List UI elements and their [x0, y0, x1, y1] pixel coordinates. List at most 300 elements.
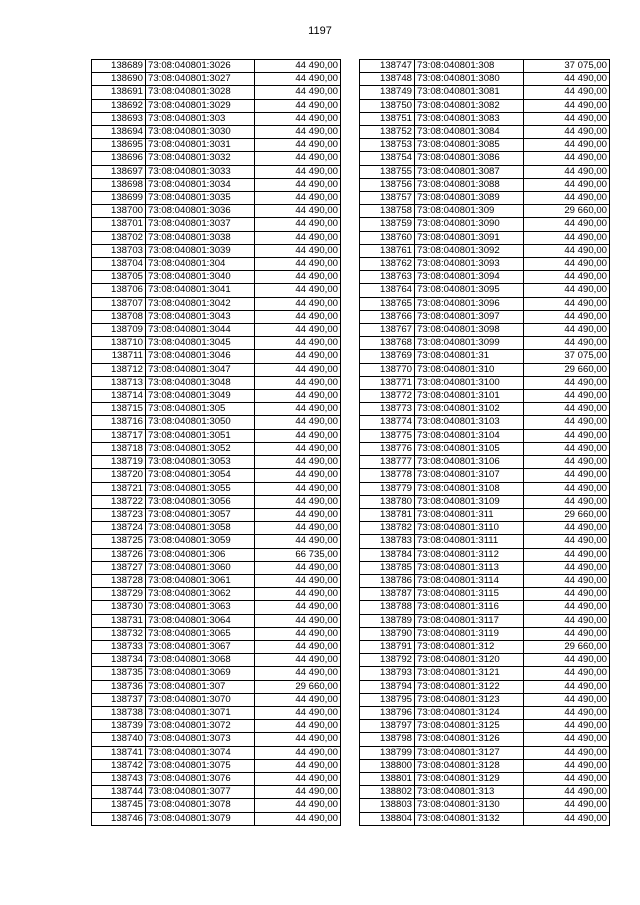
cadastral-number: 73:08:040801:3093 — [415, 258, 524, 271]
table-row — [360, 324, 610, 337]
amount: 44 490,00 — [255, 99, 341, 112]
table-row — [92, 112, 341, 125]
cadastral-number: 73:08:040801:3077 — [146, 786, 255, 799]
cadastral-number: 73:08:040801:309 — [415, 205, 524, 218]
row-number: 138732 — [92, 627, 146, 640]
amount: 44 490,00 — [255, 244, 341, 257]
table-row — [360, 706, 610, 719]
table-row — [92, 680, 341, 693]
row-number: 138718 — [92, 442, 146, 455]
cadastral-number: 73:08:040801:3074 — [146, 746, 255, 759]
cadastral-number: 73:08:040801:3096 — [415, 297, 524, 310]
amount: 44 490,00 — [524, 733, 610, 746]
amount: 29 660,00 — [255, 680, 341, 693]
row-number: 138775 — [360, 429, 415, 442]
row-number: 138796 — [360, 706, 415, 719]
amount: 44 490,00 — [524, 812, 610, 825]
amount: 44 490,00 — [255, 60, 341, 73]
row-number: 138694 — [92, 126, 146, 139]
table-row — [92, 403, 341, 416]
cadastral-number: 73:08:040801:3070 — [146, 693, 255, 706]
row-number: 138788 — [360, 601, 415, 614]
row-number: 138786 — [360, 574, 415, 587]
amount: 44 490,00 — [524, 244, 610, 257]
table-row — [360, 310, 610, 323]
row-number: 138747 — [360, 60, 415, 73]
table-row — [360, 812, 610, 825]
table-row — [92, 60, 341, 73]
row-number: 138726 — [92, 548, 146, 561]
amount: 44 490,00 — [524, 561, 610, 574]
cadastral-number: 73:08:040801:3028 — [146, 86, 255, 99]
amount: 44 490,00 — [255, 139, 341, 152]
table-row — [92, 812, 341, 825]
row-number: 138778 — [360, 469, 415, 482]
cadastral-number: 73:08:040801:3073 — [146, 733, 255, 746]
amount: 44 490,00 — [255, 271, 341, 284]
cadastral-number: 73:08:040801:31 — [415, 350, 524, 363]
cadastral-number: 73:08:040801:3101 — [415, 390, 524, 403]
row-number: 138756 — [360, 178, 415, 191]
table-row — [92, 231, 341, 244]
table-row — [92, 165, 341, 178]
amount: 44 490,00 — [524, 495, 610, 508]
row-number: 138702 — [92, 231, 146, 244]
table-row — [92, 390, 341, 403]
amount: 44 490,00 — [524, 139, 610, 152]
table-row — [92, 548, 341, 561]
row-number: 138768 — [360, 337, 415, 350]
row-number: 138733 — [92, 640, 146, 653]
amount: 44 490,00 — [524, 469, 610, 482]
cadastral-number: 73:08:040801:3104 — [415, 429, 524, 442]
cadastral-number: 73:08:040801:3105 — [415, 442, 524, 455]
row-number: 138693 — [92, 112, 146, 125]
cadastral-number: 73:08:040801:3090 — [415, 218, 524, 231]
amount: 44 490,00 — [255, 482, 341, 495]
row-number: 138794 — [360, 680, 415, 693]
table-row — [92, 99, 341, 112]
amount: 44 490,00 — [255, 376, 341, 389]
row-number: 138783 — [360, 535, 415, 548]
amount: 44 490,00 — [524, 786, 610, 799]
amount: 44 490,00 — [255, 614, 341, 627]
amount: 44 490,00 — [524, 601, 610, 614]
table-row — [360, 139, 610, 152]
amount: 44 490,00 — [524, 614, 610, 627]
amount: 44 490,00 — [524, 337, 610, 350]
table-row — [360, 561, 610, 574]
cadastral-number: 73:08:040801:3126 — [415, 733, 524, 746]
amount: 44 490,00 — [524, 297, 610, 310]
amount: 44 490,00 — [255, 126, 341, 139]
row-number: 138772 — [360, 390, 415, 403]
table-row — [92, 192, 341, 205]
row-number: 138725 — [92, 535, 146, 548]
cadastral-number: 73:08:040801:3049 — [146, 390, 255, 403]
row-number: 138777 — [360, 456, 415, 469]
cadastral-number: 73:08:040801:3083 — [415, 112, 524, 125]
amount: 29 660,00 — [524, 363, 610, 376]
row-number: 138739 — [92, 720, 146, 733]
row-number: 138797 — [360, 720, 415, 733]
amount: 44 490,00 — [255, 746, 341, 759]
table-row — [92, 258, 341, 271]
row-number: 138708 — [92, 310, 146, 323]
cadastral-number: 73:08:040801:3055 — [146, 482, 255, 495]
row-number: 138746 — [92, 812, 146, 825]
cadastral-number: 73:08:040801:311 — [415, 508, 524, 521]
amount: 37 075,00 — [524, 350, 610, 363]
cadastral-number: 73:08:040801:3124 — [415, 706, 524, 719]
cadastral-number: 73:08:040801:3044 — [146, 324, 255, 337]
amount: 44 490,00 — [524, 680, 610, 693]
row-number: 138759 — [360, 218, 415, 231]
amount: 44 490,00 — [255, 429, 341, 442]
cadastral-number: 73:08:040801:3122 — [415, 680, 524, 693]
table-row — [92, 218, 341, 231]
cadastral-number: 73:08:040801:3033 — [146, 165, 255, 178]
amount: 44 490,00 — [255, 667, 341, 680]
table-row — [92, 772, 341, 785]
amount: 44 490,00 — [255, 324, 341, 337]
table-row — [360, 667, 610, 680]
row-number: 138803 — [360, 799, 415, 812]
row-number: 138758 — [360, 205, 415, 218]
table-row — [92, 376, 341, 389]
row-number: 138781 — [360, 508, 415, 521]
register-table-right — [359, 59, 610, 826]
cadastral-number: 73:08:040801:3121 — [415, 667, 524, 680]
cadastral-number: 73:08:040801:3060 — [146, 561, 255, 574]
cadastral-number: 73:08:040801:3129 — [415, 772, 524, 785]
table-row — [92, 337, 341, 350]
cadastral-number: 73:08:040801:3041 — [146, 284, 255, 297]
row-number: 138691 — [92, 86, 146, 99]
amount: 44 490,00 — [255, 601, 341, 614]
cadastral-number: 73:08:040801:3110 — [415, 522, 524, 535]
row-number: 138750 — [360, 99, 415, 112]
amount: 44 490,00 — [524, 310, 610, 323]
cadastral-number: 73:08:040801:3037 — [146, 218, 255, 231]
table-row — [360, 720, 610, 733]
cadastral-number: 73:08:040801:3100 — [415, 376, 524, 389]
table-row — [92, 574, 341, 587]
row-number: 138757 — [360, 192, 415, 205]
row-number: 138790 — [360, 627, 415, 640]
cadastral-number: 73:08:040801:3098 — [415, 324, 524, 337]
amount: 44 490,00 — [524, 376, 610, 389]
cadastral-number: 73:08:040801:3123 — [415, 693, 524, 706]
amount: 44 490,00 — [524, 799, 610, 812]
row-number: 138722 — [92, 495, 146, 508]
table-row — [360, 416, 610, 429]
cadastral-number: 73:08:040801:3034 — [146, 178, 255, 191]
row-number: 138699 — [92, 192, 146, 205]
table-row — [360, 126, 610, 139]
row-number: 138742 — [92, 759, 146, 772]
cadastral-number: 73:08:040801:3068 — [146, 654, 255, 667]
cadastral-number: 73:08:040801:3125 — [415, 720, 524, 733]
table-row — [92, 297, 341, 310]
table-row — [92, 469, 341, 482]
table-row — [92, 284, 341, 297]
register-table-left-body — [92, 60, 341, 826]
amount: 44 490,00 — [255, 284, 341, 297]
cadastral-number: 73:08:040801:3091 — [415, 231, 524, 244]
row-number: 138720 — [92, 469, 146, 482]
table-row — [92, 733, 341, 746]
cadastral-number: 73:08:040801:3119 — [415, 627, 524, 640]
cadastral-number: 73:08:040801:3088 — [415, 178, 524, 191]
table-row — [92, 244, 341, 257]
cadastral-number: 73:08:040801:3116 — [415, 601, 524, 614]
amount: 44 490,00 — [255, 561, 341, 574]
row-number: 138784 — [360, 548, 415, 561]
cadastral-number: 73:08:040801:3128 — [415, 759, 524, 772]
row-number: 138690 — [92, 73, 146, 86]
row-number: 138707 — [92, 297, 146, 310]
table-row — [360, 535, 610, 548]
cadastral-number: 73:08:040801:3069 — [146, 667, 255, 680]
row-number: 138703 — [92, 244, 146, 257]
table-row — [92, 522, 341, 535]
row-number: 138749 — [360, 86, 415, 99]
amount: 44 490,00 — [255, 86, 341, 99]
row-number: 138745 — [92, 799, 146, 812]
table-row — [360, 588, 610, 601]
cadastral-number: 73:08:040801:3029 — [146, 99, 255, 112]
row-number: 138793 — [360, 667, 415, 680]
cadastral-number: 73:08:040801:3065 — [146, 627, 255, 640]
table-row — [360, 284, 610, 297]
cadastral-number: 73:08:040801:3057 — [146, 508, 255, 521]
row-number: 138751 — [360, 112, 415, 125]
row-number: 138697 — [92, 165, 146, 178]
cadastral-number: 73:08:040801:3053 — [146, 456, 255, 469]
table-row — [360, 218, 610, 231]
amount: 44 490,00 — [255, 495, 341, 508]
table-row — [92, 126, 341, 139]
cadastral-number: 73:08:040801:3048 — [146, 376, 255, 389]
amount: 44 490,00 — [524, 284, 610, 297]
amount: 44 490,00 — [255, 812, 341, 825]
table-row — [360, 627, 610, 640]
amount: 66 735,00 — [255, 548, 341, 561]
table-row — [92, 614, 341, 627]
row-number: 138741 — [92, 746, 146, 759]
table-row — [92, 706, 341, 719]
cadastral-number: 73:08:040801:3031 — [146, 139, 255, 152]
amount: 44 490,00 — [255, 231, 341, 244]
table-row — [360, 244, 610, 257]
table-row — [92, 601, 341, 614]
amount: 44 490,00 — [524, 126, 610, 139]
cadastral-number: 73:08:040801:307 — [146, 680, 255, 693]
row-number: 138724 — [92, 522, 146, 535]
cadastral-number: 73:08:040801:304 — [146, 258, 255, 271]
amount: 44 490,00 — [524, 574, 610, 587]
table-row — [360, 482, 610, 495]
row-number: 138714 — [92, 390, 146, 403]
row-number: 138795 — [360, 693, 415, 706]
row-number: 138716 — [92, 416, 146, 429]
amount: 44 490,00 — [255, 350, 341, 363]
table-row — [92, 205, 341, 218]
amount: 44 490,00 — [255, 205, 341, 218]
table-row — [92, 482, 341, 495]
cadastral-number: 73:08:040801:3036 — [146, 205, 255, 218]
row-number: 138776 — [360, 442, 415, 455]
cadastral-number: 73:08:040801:3043 — [146, 310, 255, 323]
row-number: 138779 — [360, 482, 415, 495]
amount: 44 490,00 — [255, 218, 341, 231]
cadastral-number: 73:08:040801:3076 — [146, 772, 255, 785]
row-number: 138802 — [360, 786, 415, 799]
amount: 44 490,00 — [255, 456, 341, 469]
table-row — [360, 574, 610, 587]
amount: 44 490,00 — [524, 258, 610, 271]
cadastral-number: 73:08:040801:3120 — [415, 654, 524, 667]
cadastral-number: 73:08:040801:3059 — [146, 535, 255, 548]
table-row — [92, 627, 341, 640]
cadastral-number: 73:08:040801:3078 — [146, 799, 255, 812]
row-number: 138763 — [360, 271, 415, 284]
row-number: 138761 — [360, 244, 415, 257]
cadastral-number: 73:08:040801:3080 — [415, 73, 524, 86]
amount: 44 490,00 — [524, 720, 610, 733]
amount: 44 490,00 — [524, 99, 610, 112]
amount: 44 490,00 — [524, 403, 610, 416]
table-row — [360, 614, 610, 627]
cadastral-number: 73:08:040801:3061 — [146, 574, 255, 587]
amount: 44 490,00 — [255, 416, 341, 429]
table-row — [92, 588, 341, 601]
amount: 44 490,00 — [524, 73, 610, 86]
cadastral-number: 73:08:040801:3040 — [146, 271, 255, 284]
amount: 44 490,00 — [255, 390, 341, 403]
row-number: 138753 — [360, 139, 415, 152]
row-number: 138760 — [360, 231, 415, 244]
cadastral-number: 73:08:040801:303 — [146, 112, 255, 125]
cadastral-number: 73:08:040801:3115 — [415, 588, 524, 601]
table-row — [360, 680, 610, 693]
amount: 29 660,00 — [524, 205, 610, 218]
register-table-right-body — [360, 60, 610, 826]
cadastral-number: 73:08:040801:305 — [146, 403, 255, 416]
cadastral-number: 73:08:040801:3064 — [146, 614, 255, 627]
row-number: 138698 — [92, 178, 146, 191]
row-number: 138740 — [92, 733, 146, 746]
row-number: 138798 — [360, 733, 415, 746]
amount: 44 490,00 — [524, 231, 610, 244]
row-number: 138774 — [360, 416, 415, 429]
amount: 44 490,00 — [524, 416, 610, 429]
amount: 44 490,00 — [255, 786, 341, 799]
table-row — [360, 192, 610, 205]
amount: 44 490,00 — [255, 522, 341, 535]
table-row — [92, 271, 341, 284]
row-number: 138710 — [92, 337, 146, 350]
row-number: 138717 — [92, 429, 146, 442]
cadastral-number: 73:08:040801:306 — [146, 548, 255, 561]
table-row — [92, 667, 341, 680]
row-number: 138762 — [360, 258, 415, 271]
amount: 29 660,00 — [524, 508, 610, 521]
row-number: 138769 — [360, 350, 415, 363]
amount: 44 490,00 — [255, 799, 341, 812]
amount: 44 490,00 — [524, 522, 610, 535]
table-row — [360, 508, 610, 521]
row-number: 138770 — [360, 363, 415, 376]
cadastral-number: 73:08:040801:3062 — [146, 588, 255, 601]
row-number: 138737 — [92, 693, 146, 706]
cadastral-number: 73:08:040801:3095 — [415, 284, 524, 297]
table-row — [360, 86, 610, 99]
cadastral-number: 73:08:040801:3113 — [415, 561, 524, 574]
row-number: 138755 — [360, 165, 415, 178]
amount: 44 490,00 — [524, 271, 610, 284]
table-row — [360, 786, 610, 799]
row-number: 138785 — [360, 561, 415, 574]
row-number: 138709 — [92, 324, 146, 337]
amount: 44 490,00 — [255, 535, 341, 548]
amount: 44 490,00 — [524, 693, 610, 706]
amount: 37 075,00 — [524, 60, 610, 73]
table-row — [360, 733, 610, 746]
amount: 44 490,00 — [524, 759, 610, 772]
amount: 44 490,00 — [524, 706, 610, 719]
row-number: 138744 — [92, 786, 146, 799]
table-row — [360, 297, 610, 310]
cadastral-number: 73:08:040801:3045 — [146, 337, 255, 350]
amount: 44 490,00 — [524, 772, 610, 785]
row-number: 138767 — [360, 324, 415, 337]
table-row — [360, 178, 610, 191]
table-row — [360, 693, 610, 706]
row-number: 138738 — [92, 706, 146, 719]
cadastral-number: 73:08:040801:3058 — [146, 522, 255, 535]
cadastral-number: 73:08:040801:3132 — [415, 812, 524, 825]
amount: 44 490,00 — [524, 429, 610, 442]
row-number: 138782 — [360, 522, 415, 535]
table-row — [92, 456, 341, 469]
table-row — [92, 640, 341, 653]
amount: 44 490,00 — [524, 667, 610, 680]
table-row — [92, 535, 341, 548]
table-row — [360, 376, 610, 389]
table-row — [360, 495, 610, 508]
amount: 44 490,00 — [524, 456, 610, 469]
table-row — [360, 165, 610, 178]
amount: 44 490,00 — [255, 574, 341, 587]
row-number: 138764 — [360, 284, 415, 297]
cadastral-number: 73:08:040801:3094 — [415, 271, 524, 284]
table-row — [360, 205, 610, 218]
cadastral-number: 73:08:040801:3032 — [146, 152, 255, 165]
row-number: 138723 — [92, 508, 146, 521]
amount: 44 490,00 — [255, 706, 341, 719]
row-number: 138734 — [92, 654, 146, 667]
amount: 44 490,00 — [524, 192, 610, 205]
row-number: 138752 — [360, 126, 415, 139]
cadastral-number: 73:08:040801:3127 — [415, 746, 524, 759]
row-number: 138754 — [360, 152, 415, 165]
cadastral-number: 73:08:040801:3071 — [146, 706, 255, 719]
amount: 44 490,00 — [255, 733, 341, 746]
amount: 44 490,00 — [255, 337, 341, 350]
amount: 44 490,00 — [255, 772, 341, 785]
